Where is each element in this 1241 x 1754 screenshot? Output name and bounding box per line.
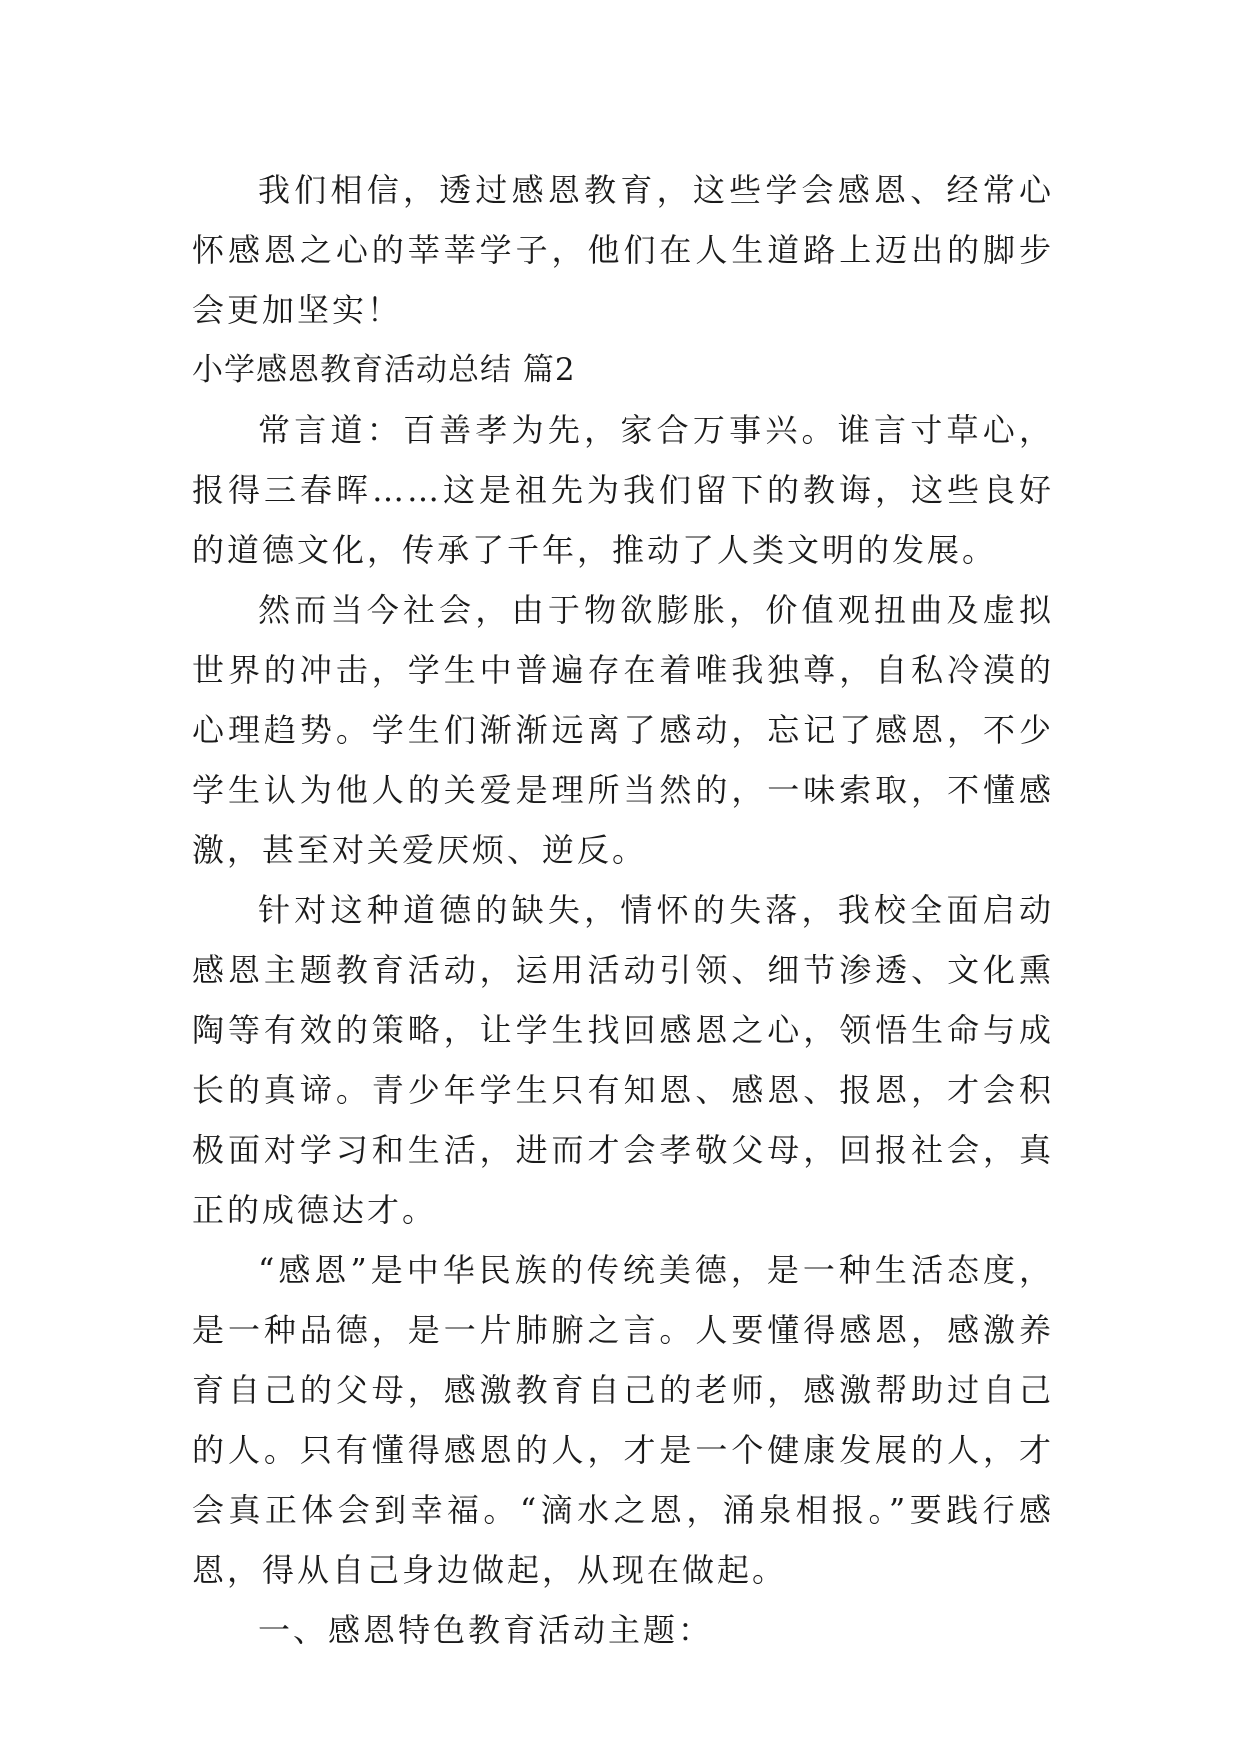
paragraph-conclusion: 我们相信，透过感恩教育，这些学会感恩、经常心怀感恩之心的莘莘学子，他们在人生道路上迈出的脚步会更加坚实！: [192, 171, 1054, 329]
document-body: [192, 160, 1054, 1660]
section-heading: 小学感恩教育活动总结 篇2: [192, 352, 576, 388]
paragraph-1: 常言道：百善孝为先，家合万事兴。谁言寸草心，报得三春晖……这是祖先为我们留下的教诲，这些良好的道德文化，传承了千年，推动了人类文明的发展。: [192, 411, 1054, 569]
paragraph-4: “感恩”是中华民族的传统美德，是一种生活态度，是一种品德，是一片肺腑之言。人要懂得感恩，感激养育自己的父母，感激教育自己的老师，感激帮助过自己的人。只有懂得感恩的人，才是一个健康发展的人，才会真正体会到幸福。“滴水之恩，涌泉相报。”要践行感恩，得从自己身边做起，从现在做起。: [192, 1251, 1054, 1589]
paragraph-2: 然而当今社会，由于物欲膨胀，价值观扭曲及虚拟世界的冲击，学生中普遍存在着唯我独尊，自私冷漠的心理趋势。学生们渐渐远离了感动，忘记了感恩，不少学生认为他人的关爱是理所当然的，一味索取，不懂感激，甚至对关爱厌烦、逆反。: [192, 591, 1054, 869]
paragraph-3: 针对这种道德的缺失，情怀的失落，我校全面启动感恩主题教育活动，运用活动引领、细节渗透、文化熏陶等有效的策略，让学生找回感恩之心，领悟生命与成长的真谛。青少年学生只有知恩、感恩、报恩，才会积极面对学习和生活，进而才会孝敬父母，回报社会，真正的成德达才。: [192, 891, 1054, 1229]
paragraph-5: 一、感恩特色教育活动主题：: [258, 1611, 714, 1649]
